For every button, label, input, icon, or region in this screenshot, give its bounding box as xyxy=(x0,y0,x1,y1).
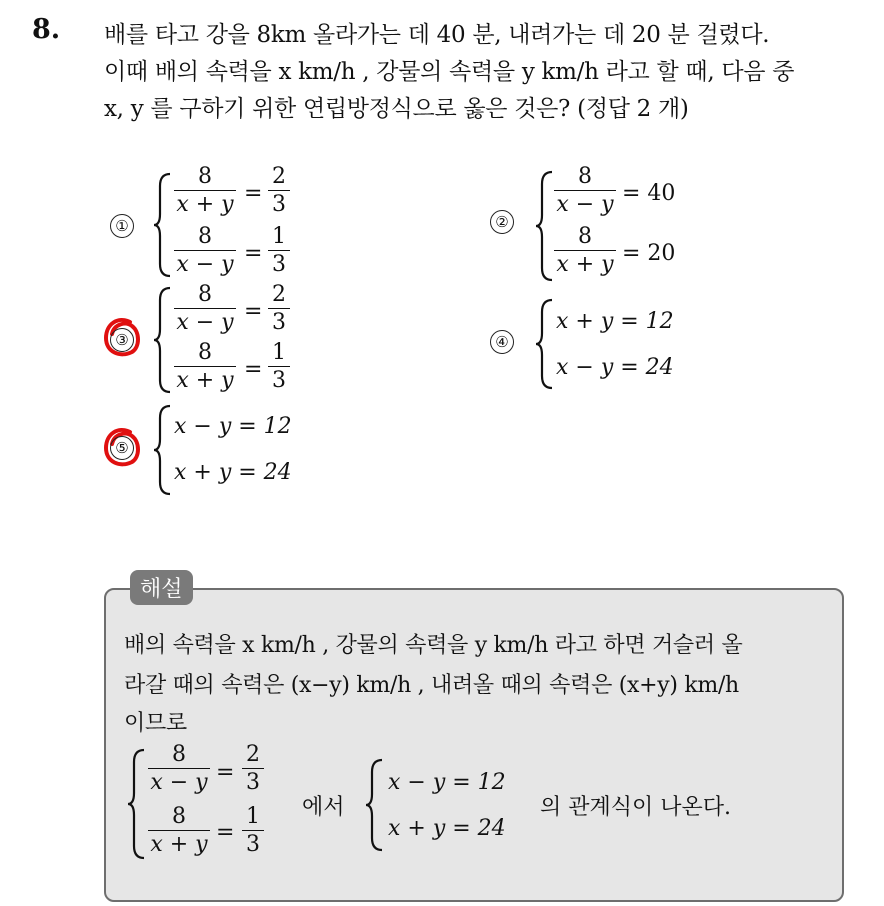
left-brace-icon xyxy=(126,748,148,860)
option-2-label: ② xyxy=(490,210,514,234)
question-line-2: 이때 배의 속력을 x km/h , 강물의 속력을 y km/h 라고 할 때, 다음 중 xyxy=(104,59,795,85)
left-brace-icon xyxy=(534,298,556,390)
option-3-eq1-lhs: 8 x − y xyxy=(174,284,236,334)
solution-line-1: 배의 속력을 x km/h , 강물의 속력을 y km/h 라고 하면 거슬러 올 xyxy=(124,633,743,658)
solution-sys1-eq2-rhs: 1 3 xyxy=(242,806,264,856)
equals: = xyxy=(244,357,263,382)
option-2-eq1-rhs: = 40 xyxy=(622,181,676,206)
equals: = xyxy=(216,820,235,845)
equals: = xyxy=(244,299,263,324)
option-1-eq2-lhs: 8 x − y xyxy=(174,226,236,276)
option-2-eq2-lhs: 8 x + y xyxy=(554,226,616,276)
option-3-eq2-lhs: 8 x + y xyxy=(174,342,236,392)
solution-tag: 해설 xyxy=(130,570,193,605)
option-5-label: ⑤ xyxy=(110,436,134,460)
solution-sys1-eq1-rhs: 2 3 xyxy=(242,744,264,794)
solution-line-3: 이므로 xyxy=(124,711,187,736)
option-1-eq1-lhs: 8 x + y xyxy=(174,166,236,216)
left-brace-icon xyxy=(534,170,556,282)
solution-sys1-eq1-lhs: 8 x − y xyxy=(148,744,210,794)
equals: = xyxy=(244,181,263,206)
solution-sys1-eq2-lhs: 8 x + y xyxy=(148,806,210,856)
question-number: 8. xyxy=(32,14,61,45)
solution-conclusion: 의 관계식이 나온다. xyxy=(540,795,731,820)
option-3-eq1-rhs: 2 3 xyxy=(268,284,290,334)
option-5-eq2: x + y = 24 xyxy=(174,460,292,485)
left-brace-icon xyxy=(152,172,174,278)
option-4-label: ④ xyxy=(490,330,514,354)
option-1-label: ① xyxy=(110,214,134,238)
solution-sys2-eq1: x − y = 12 xyxy=(388,770,506,795)
option-2-eq1-lhs: 8 x − y xyxy=(554,166,616,216)
solution-sys2-eq2: x + y = 24 xyxy=(388,816,506,841)
solution-line-2: 라갈 때의 속력은 (x−y) km/h , 내려올 때의 속력은 (x+y) km/h xyxy=(124,673,739,698)
option-3-eq2-rhs: 1 3 xyxy=(268,342,290,392)
option-1-eq2-rhs: 1 3 xyxy=(268,226,290,276)
left-brace-icon xyxy=(364,758,386,852)
equals: = xyxy=(244,241,263,266)
left-brace-icon xyxy=(152,286,174,394)
option-5-eq1: x − y = 12 xyxy=(174,414,292,439)
left-brace-icon xyxy=(152,404,174,496)
option-3-label: ③ xyxy=(110,328,134,352)
option-4-eq2: x − y = 24 xyxy=(556,355,674,380)
option-4-eq1: x + y = 12 xyxy=(556,309,674,334)
question-line-1: 배를 타고 강을 8km 올라가는 데 40 분, 내려가는 데 20 분 걸렸다. xyxy=(104,22,770,48)
equals: = xyxy=(216,760,235,785)
option-2-eq2-rhs: = 20 xyxy=(622,241,676,266)
question-line-3: x, y 를 구하기 위한 연립방정식으로 옳은 것은? (정답 2 개) xyxy=(104,96,689,122)
solution-connector: 에서 xyxy=(302,795,345,820)
option-1-eq1-rhs: 2 3 xyxy=(268,166,290,216)
